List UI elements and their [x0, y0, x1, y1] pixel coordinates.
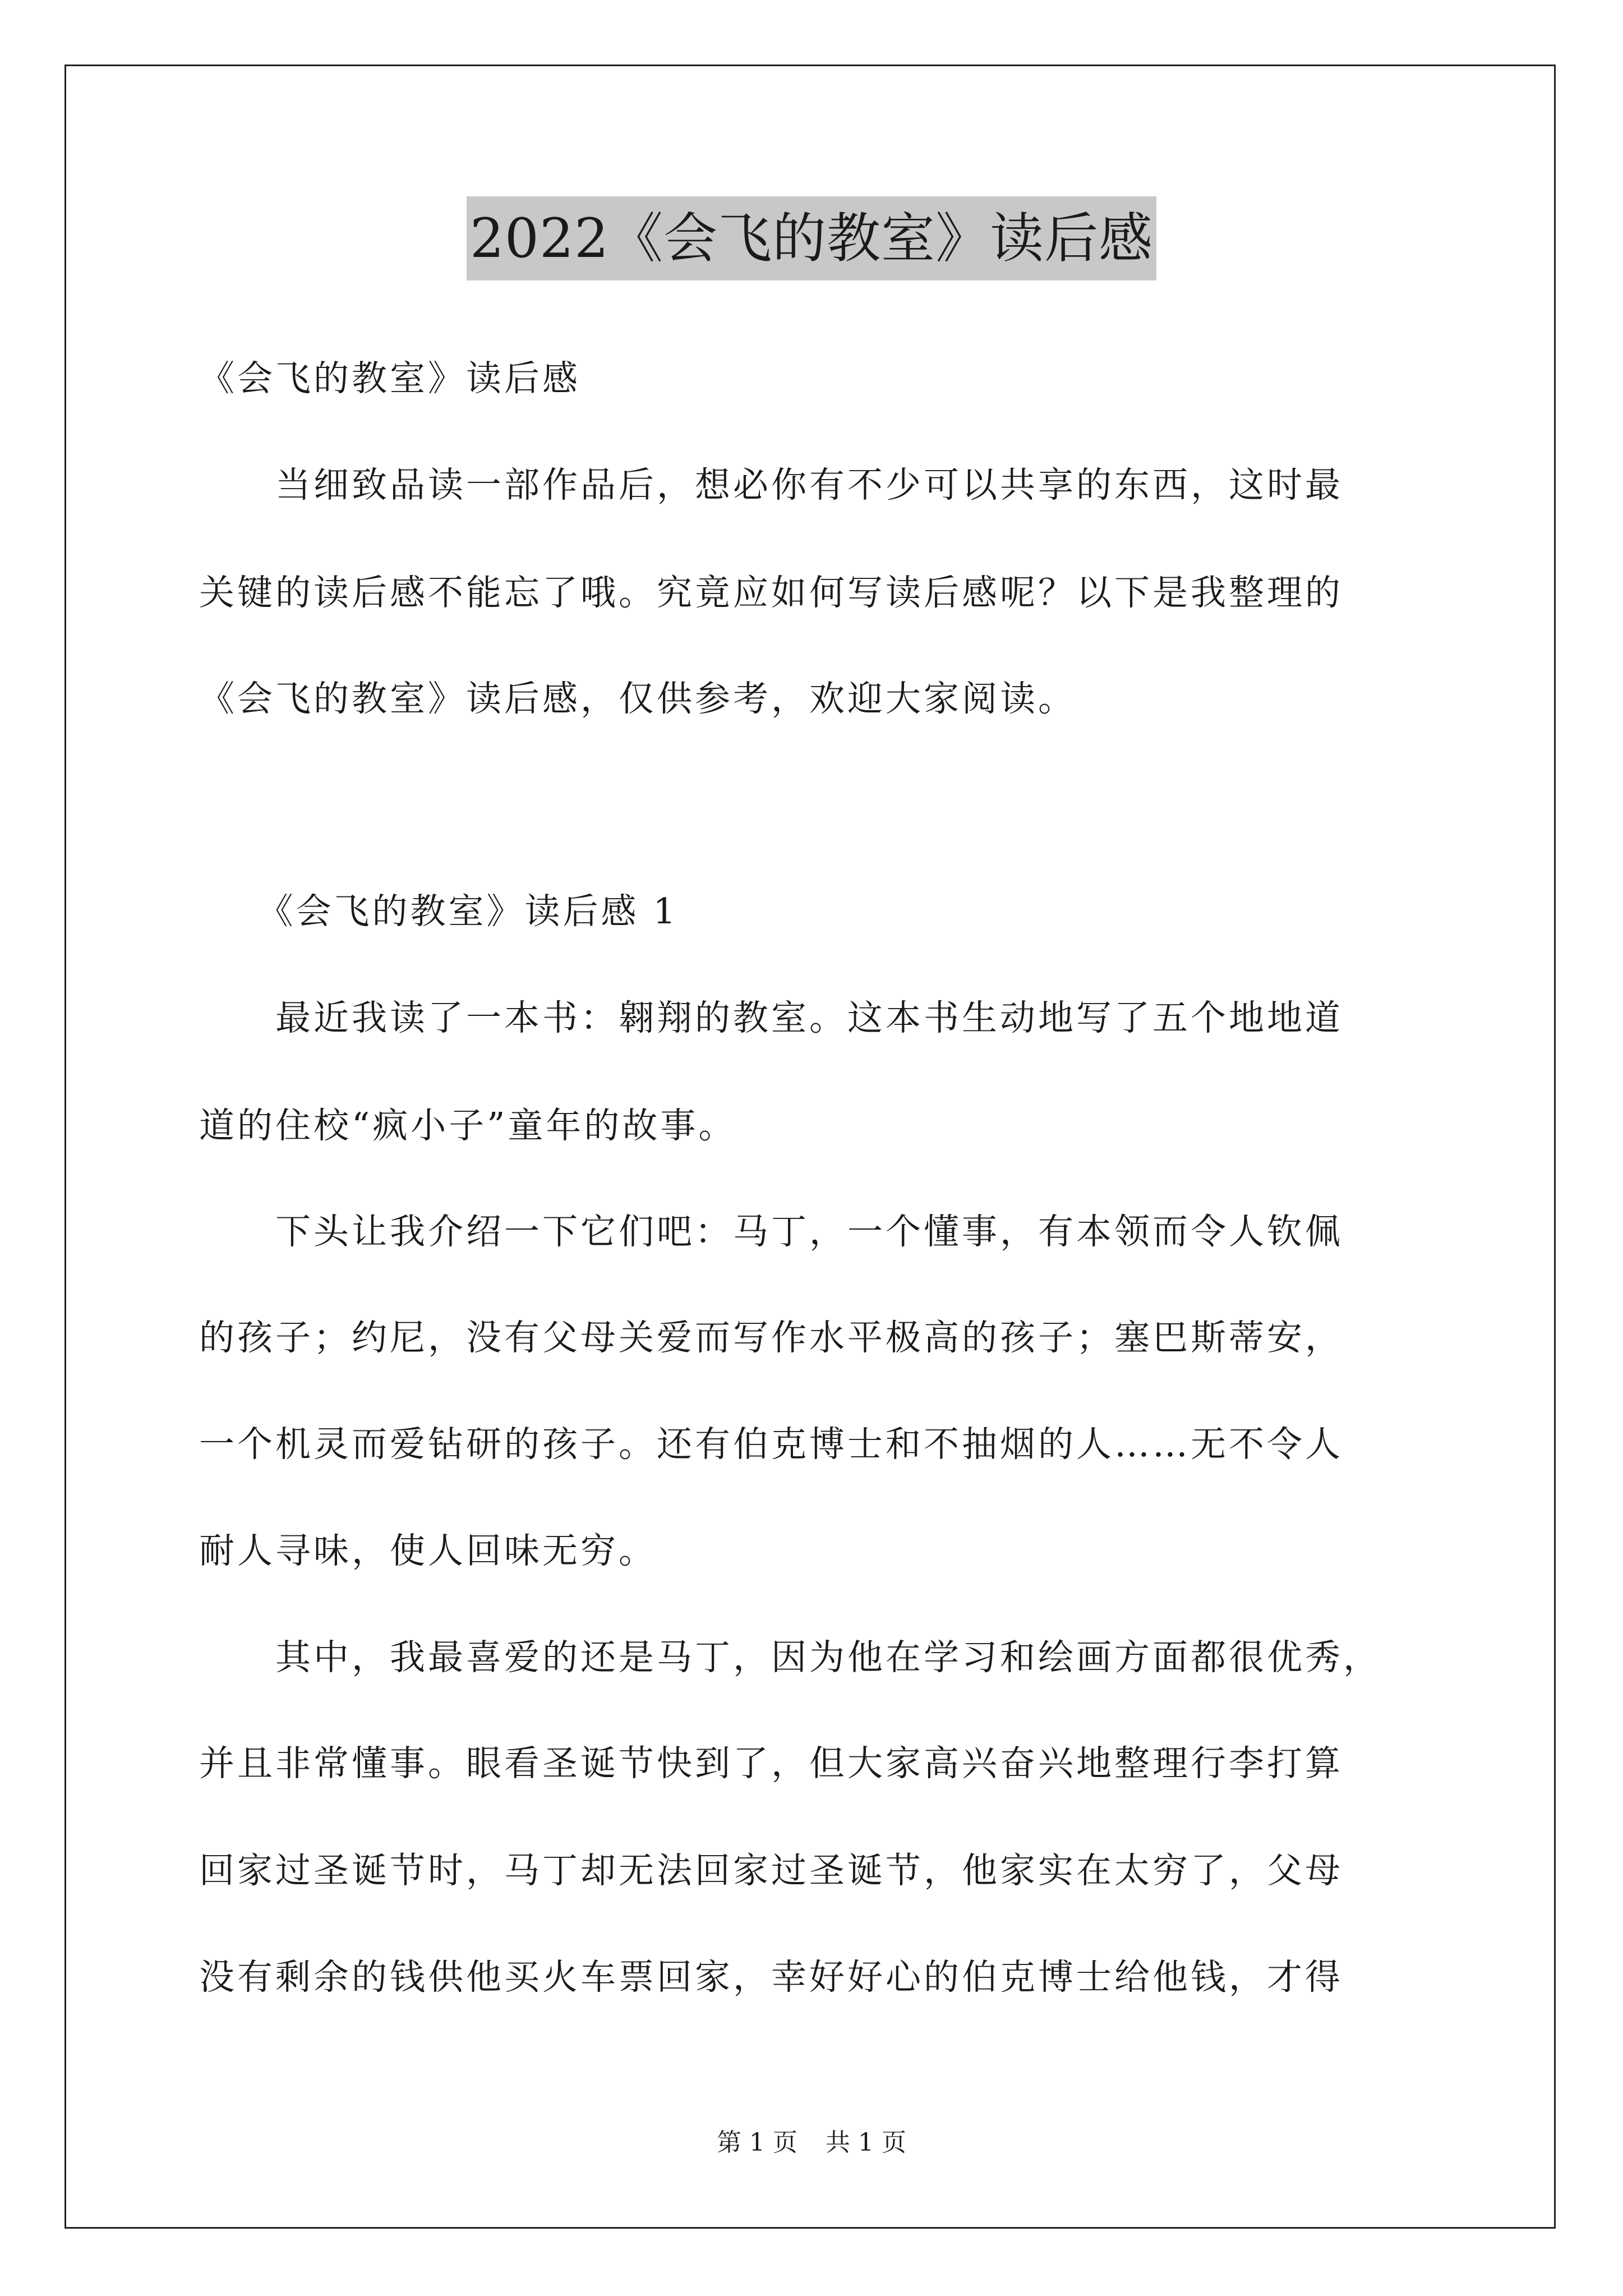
- text-line: 的孩子；约尼，没有父母关爱而写作水平极高的孩子；塞巴斯蒂安，: [199, 1317, 1343, 1358]
- text-line: 当细致品读一部作品后，想必你有不少可以共享的东西，这时最: [199, 464, 1343, 505]
- text-line: 下头让我介绍一下它们吧：马丁，一个懂事，有本领而令人钦佩: [199, 1211, 1343, 1252]
- title-container: [0, 196, 1623, 280]
- text-line: 耐人寻味，使人回味无穷。: [199, 1530, 657, 1571]
- page-footer: [0, 2126, 1623, 2160]
- text-line: 回家过圣诞节时，马丁却无法回家过圣诞节，他家实在太穷了，父母: [199, 1850, 1343, 1891]
- text-line: 其中，我最喜爱的还是马丁，因为他在学习和绘画方面都很优秀，: [199, 1637, 1381, 1678]
- text-line: 《会飞的教室》读后感，仅供参考，欢迎大家阅读。: [199, 678, 1076, 719]
- text-line: 并且非常懂事。眼看圣诞节快到了，但大家高兴奋兴地整理行李打算: [199, 1743, 1343, 1784]
- text-line: 《会飞的教室》读后感: [199, 358, 580, 399]
- text-line: 没有剩余的钱供他买火车票回家，幸好好心的伯克博士给他钱，才得: [199, 1957, 1343, 1998]
- page-total: 共 1 页: [826, 2128, 906, 2157]
- text-line: 关键的读后感不能忘了哦。究竟应如何写读后感呢？以下是我整理的: [199, 572, 1343, 613]
- text-line: 道的住校“疯小子”童年的故事。: [199, 1105, 737, 1146]
- page-number: 第 1 页: [717, 2128, 797, 2157]
- text-line: 一个机灵而爱钻研的孩子。还有伯克博士和不抽烟的人……无不令人: [199, 1424, 1343, 1465]
- text-line: 《会飞的教室》读后感 1: [199, 891, 679, 932]
- document-title: 2022《会飞的教室》读后感: [467, 196, 1156, 280]
- text-line: 最近我读了一本书：翱翔的教室。这本书生动地写了五个地地道: [199, 997, 1343, 1038]
